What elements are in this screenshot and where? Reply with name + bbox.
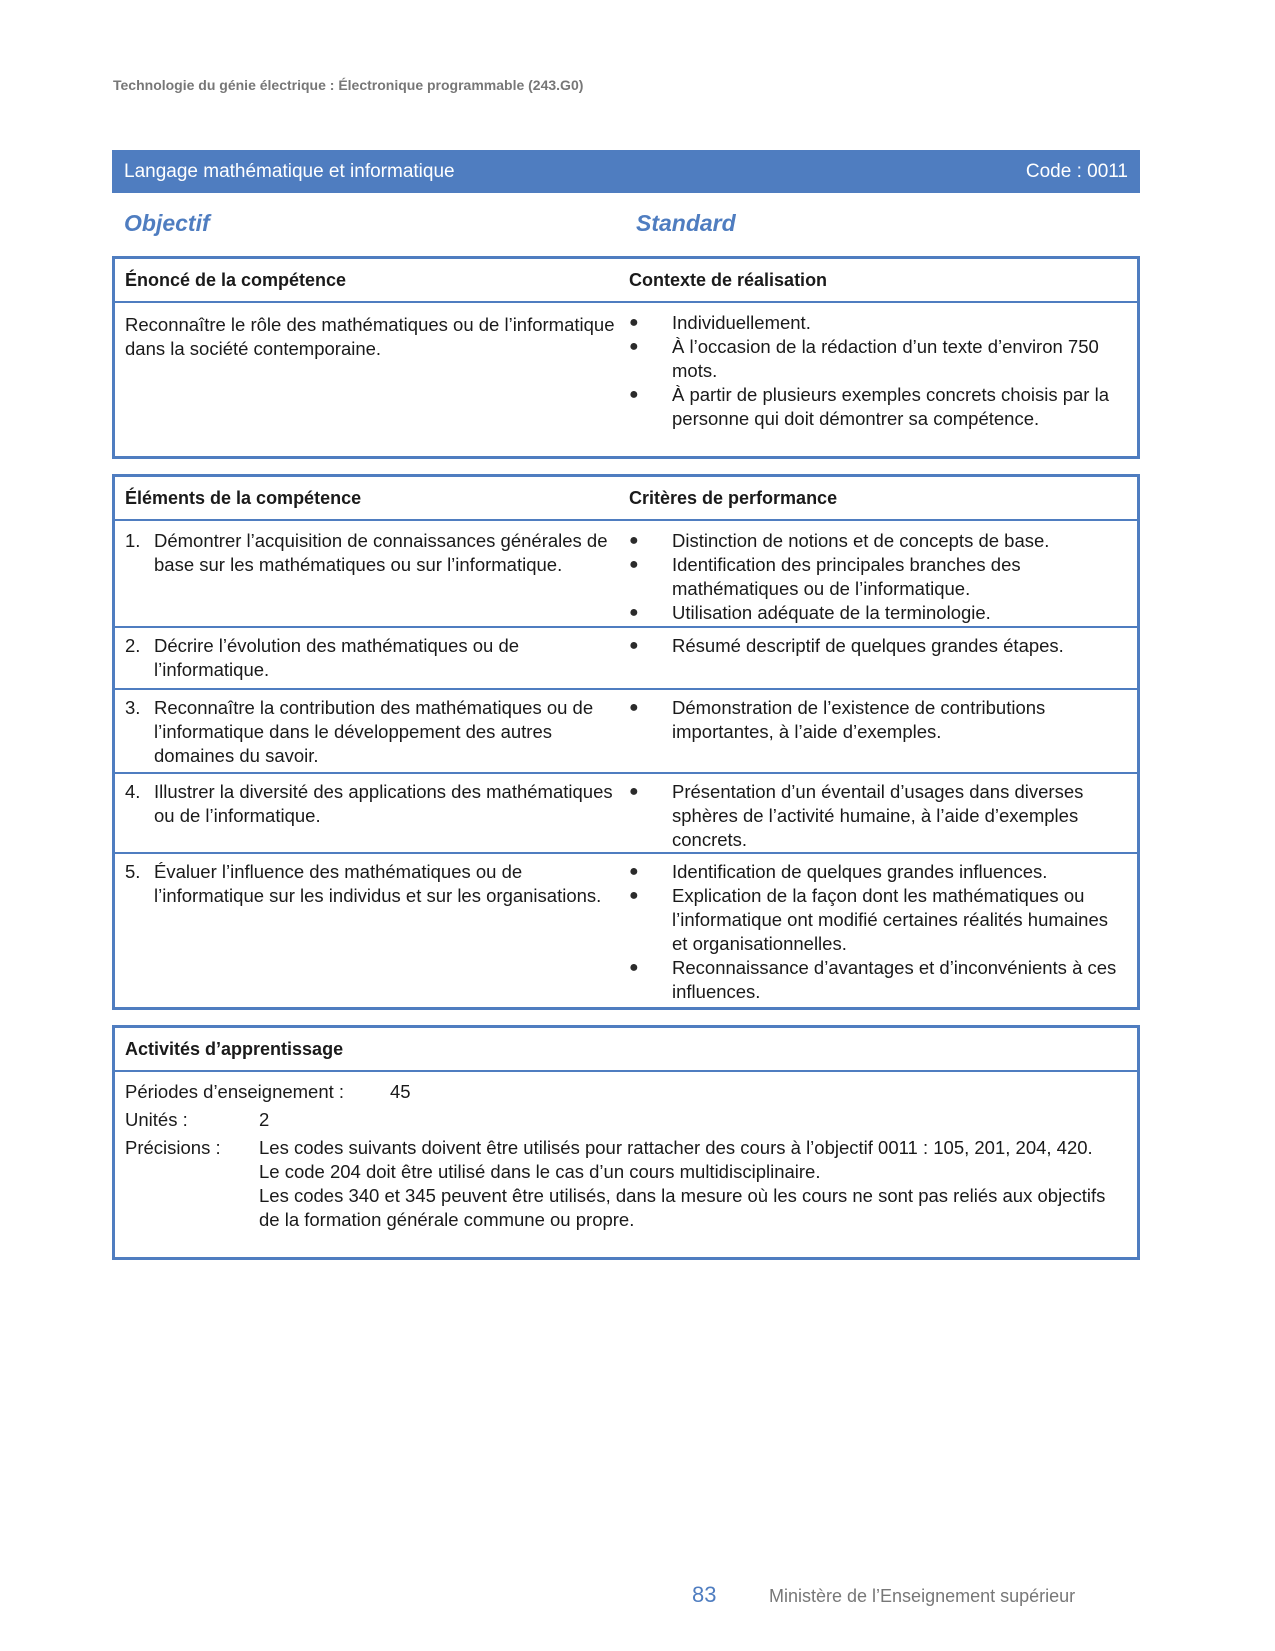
- table-row: [115, 521, 1137, 628]
- elements-header: Éléments de la compétence: [125, 487, 362, 508]
- criteria-list: [627, 696, 1127, 744]
- page-footer: [692, 1582, 1075, 1608]
- section-subheads: [124, 210, 1134, 240]
- precision-item: Les codes suivants doivent être utilisés pour rattacher des cours à l’objectif 0011 : 105, 201, 204, 420.: [259, 1137, 1093, 1158]
- table-row: [115, 774, 1137, 854]
- table-row: [115, 628, 1137, 690]
- statement-header: Énoncé de la compétence: [125, 269, 347, 290]
- units-label: Unités :: [125, 1109, 188, 1130]
- bullet-icon: ●: [629, 532, 639, 549]
- periods-label: Périodes d’enseignement :: [125, 1081, 345, 1102]
- element-text: Illustrer la diversité des applications des mathématiques ou de l’informatique.: [154, 781, 613, 826]
- element-number: 3.: [125, 697, 141, 718]
- bullet-icon: ●: [629, 314, 639, 331]
- running-header: Technologie du génie électrique : Électronique programmable (243.G0): [113, 77, 584, 93]
- list-item: ● À l’occasion de la rédaction d’un texte d’environ 750 mots.: [629, 336, 1099, 381]
- table-row: [115, 854, 1137, 1004]
- list-item: ● Identification des principales branches des mathématiques ou de l’informatique.: [629, 554, 1021, 599]
- bullet-icon: ●: [629, 699, 639, 716]
- competence-table: [112, 256, 1140, 459]
- element-text: Décrire l’évolution des mathématiques ou de l’informatique.: [154, 635, 520, 680]
- bullet-icon: ●: [629, 783, 639, 800]
- element-text: Démontrer l’acquisition de connaissances générales de base sur les mathématiques ou sur l’informatique.: [154, 530, 608, 575]
- context-header: Contexte de réalisation: [629, 269, 828, 290]
- bullet-icon: ●: [629, 604, 639, 621]
- list-item: ● Démonstration de l’existence de contributions importantes, à l’aide d’exemples.: [629, 697, 1046, 742]
- element-text: Reconnaître la contribution des mathématiques ou de l’informatique dans le développement des autres domaines du savoir.: [154, 697, 594, 766]
- table-row: [115, 690, 1137, 774]
- element-text: Évaluer l’influence des mathématiques ou de l’informatique sur les individus et sur les organisations.: [154, 861, 602, 906]
- subhead-objectif: Objectif: [124, 210, 210, 236]
- course-code: Code : 0011: [1025, 160, 1128, 182]
- list-item: ● À partir de plusieurs exemples concrets choisis par la personne qui doit démontrer sa compétence.: [629, 384, 1109, 429]
- bullet-icon: ●: [629, 959, 639, 976]
- units-line: [125, 1108, 1127, 1132]
- periods-value: 45: [390, 1081, 411, 1102]
- bullet-icon: ●: [629, 338, 639, 355]
- element-number: 2.: [125, 635, 141, 656]
- criteria-list: [627, 529, 1127, 625]
- list-item: ● Individuellement.: [629, 312, 811, 333]
- precision-item: Les codes 340 et 345 peuvent être utilisés, dans la mesure où les cours ne sont pas reliés aux objectifs de la formation générale commune ou propre.: [259, 1185, 1106, 1230]
- element-number: 1.: [125, 530, 141, 551]
- element-number: 4.: [125, 781, 141, 802]
- ministry-name: Ministère de l’Enseignement supérieur: [769, 1586, 1076, 1606]
- elements-table: [112, 474, 1140, 1010]
- list-item: ● Reconnaissance d’avantages et d’inconvénients à ces influences.: [629, 957, 1117, 1002]
- list-item: ● Explication de la façon dont les mathématiques ou l’informatique ont modifié certaines réalités humaines et organisationnelles.: [629, 885, 1108, 954]
- list-item: ● Utilisation adéquate de la terminologie.: [629, 602, 991, 623]
- course-title: Langage mathématique et informatique: [124, 160, 455, 182]
- periods-line: [125, 1080, 1127, 1104]
- bullet-icon: ●: [629, 637, 639, 654]
- criteria-header: Critères de performance: [629, 487, 838, 508]
- subhead-standard: Standard: [636, 210, 736, 236]
- context-list: [627, 311, 1127, 431]
- criteria-list: [627, 780, 1127, 852]
- course-title-bar: [112, 150, 1140, 193]
- bullet-icon: ●: [629, 556, 639, 573]
- bullet-icon: ●: [629, 386, 639, 403]
- bullet-icon: ●: [629, 863, 639, 880]
- page-number: 83: [692, 1582, 717, 1607]
- list-item: ● Présentation d’un éventail d’usages dans diverses sphères de l’activité humaine, à l’aide d’exemples concrets.: [629, 781, 1084, 850]
- units-value: 2: [259, 1109, 270, 1130]
- criteria-list: [627, 860, 1127, 1004]
- element-number: 5.: [125, 861, 141, 882]
- competence-table-header: [115, 259, 1137, 303]
- precisions-block: [125, 1136, 1127, 1232]
- criteria-list: [627, 634, 1127, 658]
- elements-table-header: [115, 477, 1137, 521]
- precisions-label: Précisions :: [125, 1137, 221, 1158]
- competence-row: [115, 303, 1137, 431]
- bullet-icon: ●: [629, 887, 639, 904]
- precision-item: Le code 204 doit être utilisé dans le cas d’un cours multidisciplinaire.: [259, 1161, 821, 1182]
- list-item: ● Résumé descriptif de quelques grandes étapes.: [629, 635, 1064, 656]
- list-item: ● Identification de quelques grandes influences.: [629, 861, 1048, 882]
- competence-statement: Reconnaître le rôle des mathématiques ou de l’informatique dans la société contemporaine.: [125, 314, 615, 359]
- list-item: ● Distinction de notions et de concepts de base.: [629, 530, 1050, 551]
- activities-header: Activités d’apprentissage: [115, 1028, 1137, 1072]
- activities-table: [112, 1025, 1140, 1260]
